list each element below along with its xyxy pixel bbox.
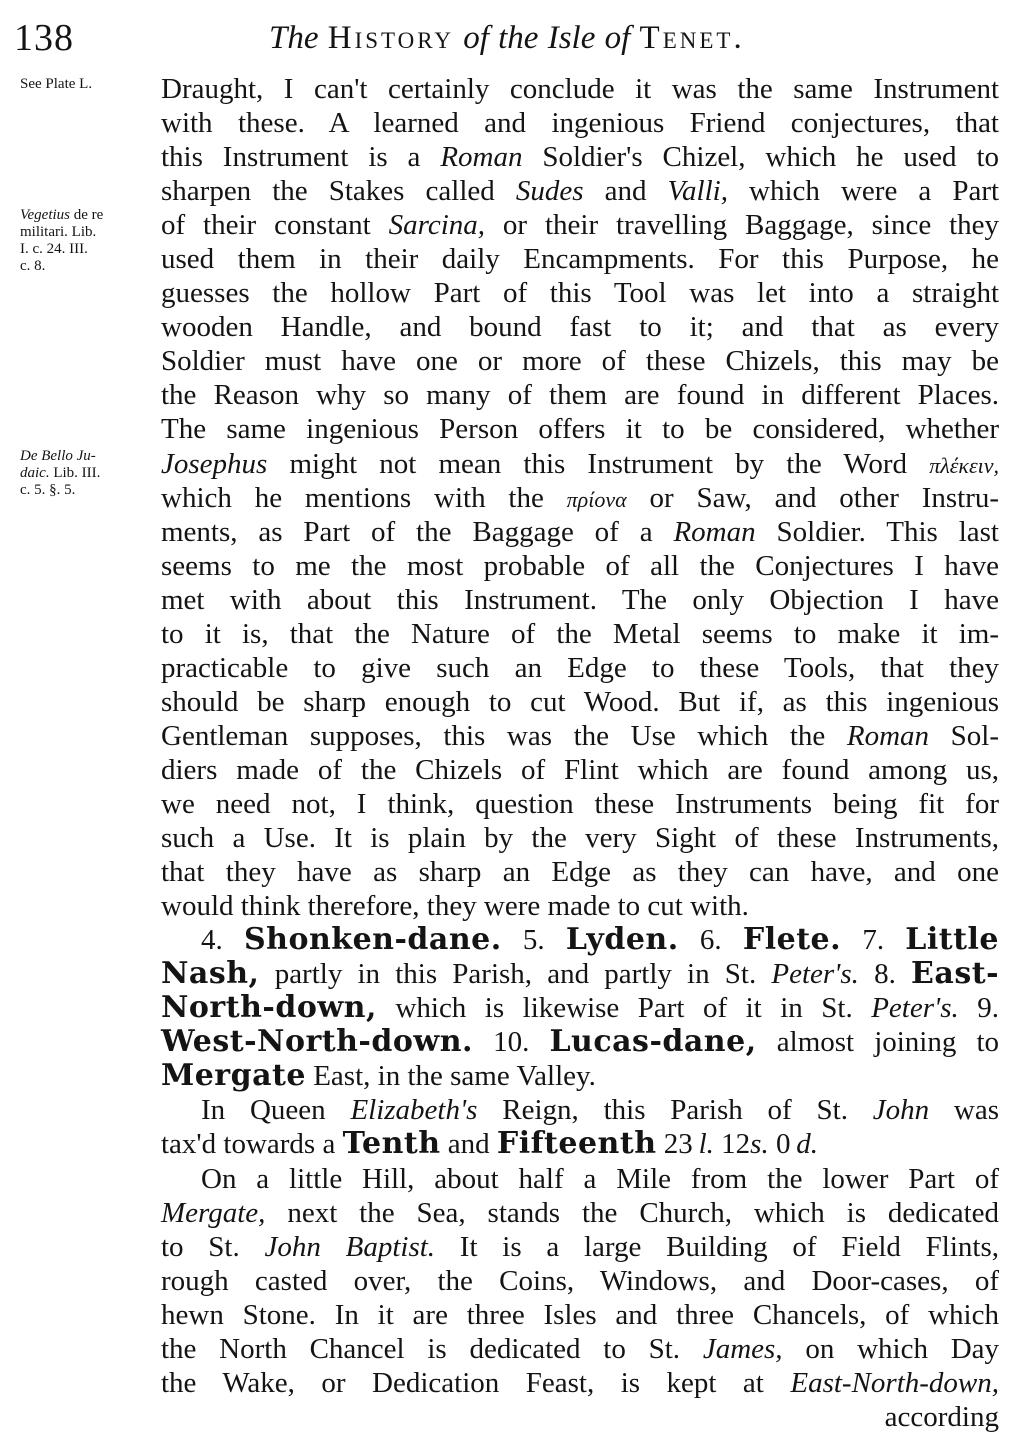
text-line: the Wake, or Dedication Feast, is kept at East-North-down,: [161, 1366, 1000, 1399]
text-line: of their constant Sarcina, or their travelling Baggage, since they: [161, 209, 1000, 242]
text-line: tax'd towards a Tenth and Fifteenth 23 l. 12s. 0 d.: [161, 1126, 819, 1162]
text-line: Gentleman supposes, this was the Use which the Roman Sol-: [161, 719, 1000, 752]
text-line: guesses the hollow Part of this Tool was let into a straight: [161, 277, 999, 310]
text-line: 4. Shonken-dane. 5. Lyden. 6. Flete. 7. Little: [201, 922, 999, 958]
text-line: this Instrument is a Roman Soldier's Chizel, which he used to: [161, 141, 999, 174]
text-line: the Reason why so many of them are found in different Places.: [161, 379, 999, 412]
text-line: rough casted over, the Coins, Windows, and Door-cases, of: [161, 1264, 999, 1297]
margin-note-see-plate: See Plate L.: [20, 76, 93, 92]
running-title: The History of the Isle of Tenet.: [269, 20, 745, 56]
body-text: [161, 72, 999, 1434]
text-line: diers made of the Chizels of Flint which are found among us,: [161, 753, 999, 786]
text-line: to St. John Baptist. It is a large Building of Field Flints,: [161, 1230, 1000, 1263]
text-line: On a little Hill, about half a Mile from the lower Part of: [201, 1162, 999, 1195]
running-header: [14, 16, 994, 68]
text-line: would think therefore, they were made to cut with.: [161, 890, 749, 923]
margin-note-vegetius: Vegetius de re militari. Lib. I. c. 24. III. c. 8.: [20, 207, 104, 274]
text-line: The same ingenious Person offers it to be considered, whether: [161, 413, 999, 446]
text-line: North-down, which is likewise Part of it in St. Peter's. 9.: [161, 990, 1000, 1026]
text-line: that they have as sharp an Edge as they can have, and one: [161, 856, 999, 889]
text-line: Mergate East, in the same Valley.: [161, 1058, 596, 1094]
text-line: with these. A learned and ingenious Friend conjectures, that: [161, 107, 999, 140]
text-line: wooden Handle, and bound fast to it; and that as every: [161, 311, 999, 344]
text-line: used them in their daily Encampments. For this Purpose, he: [161, 243, 999, 276]
text-line: sharpen the Stakes called Sudes and Valli, which were a Part: [161, 175, 1000, 208]
margin-note-de-bello-judaico: De Bello Ju- daic. Lib. III. c. 5. §. 5.: [20, 448, 101, 498]
text-line: such a Use. It is plain by the very Sight of these Instruments,: [161, 822, 999, 855]
text-line: Nash, partly in this Parish, and partly in St. Peter's. 8. East-: [161, 956, 1000, 992]
text-line: seems to me the most probable of all the Conjectures I have: [161, 549, 999, 582]
text-line: Mergate, next the Sea, stands the Church, which is dedicated: [161, 1196, 999, 1229]
text-line: to it is, that the Nature of the Metal seems to make it im-: [161, 617, 999, 650]
text-line: we need not, I think, question these Instruments being fit for: [161, 787, 999, 820]
text-line: Draught, I can't certainly conclude it was the same Instrument: [161, 73, 999, 105]
text-line: practicable to give such an Edge to these Tools, that they: [161, 651, 999, 684]
text-line: which he mentions with the πρίονα or Saw, and other Instru-: [161, 481, 1000, 514]
text-line: ments, as Part of the Baggage of a Roman Soldier. This last: [161, 515, 999, 548]
text-line: In Queen Elizabeth's Reign, this Parish of St. John was: [201, 1094, 1000, 1127]
page-number: 138: [14, 17, 74, 59]
text-line: the North Chancel is dedicated to St. James, on which Day: [161, 1332, 1000, 1365]
text-line: West-North-down. 10. Lucas-dane, almost joining to: [161, 1024, 1000, 1060]
text-line: Josephus might not mean this Instrument by the Word πλέκειν,: [161, 447, 1000, 480]
text-line: Soldier must have one or more of these Chizels, this may be: [161, 345, 999, 378]
text-line: met with about this Instrument. The only Objection I have: [161, 583, 999, 616]
catchword: according: [884, 1400, 999, 1433]
text-line: hewn Stone. In it are three Isles and three Chancels, of which: [161, 1298, 999, 1331]
text-line: should be sharp enough to cut Wood. But if, as this ingenious: [161, 685, 999, 718]
